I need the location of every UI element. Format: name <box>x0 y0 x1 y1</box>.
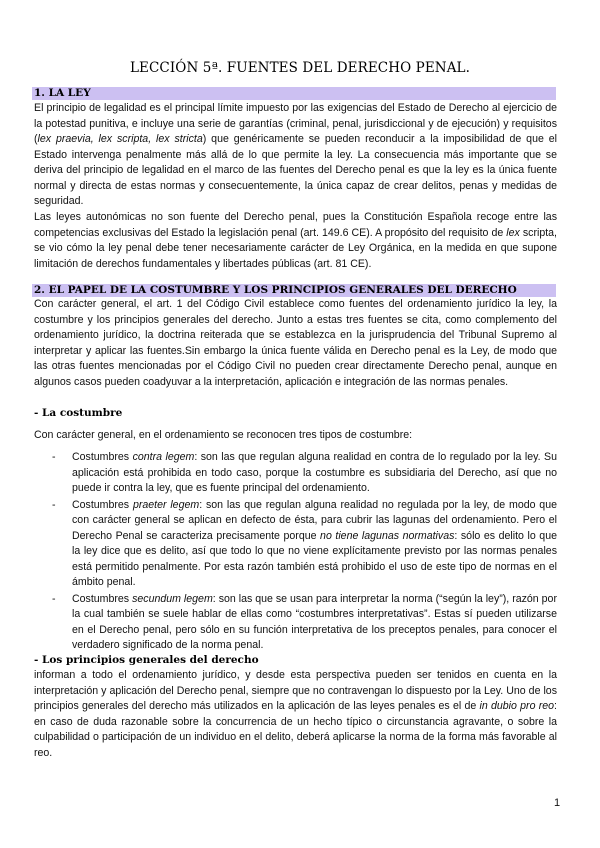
section-1-heading: 1. LA LEY <box>34 87 91 99</box>
costumbre-intro: Con carácter general, en el ordenamiento se reconocen tres tipos de costumbre: <box>34 429 413 441</box>
list-item: - Costumbres secundum legem: son las que se usan para interpretar la norma (“según la ley”), razón por la cual también se suele hablar de ellas como “costumbres interpretativas”. Estas sí pueden utilizarse en el Derecho penal, pero sólo en su función interpretativa de los preceptos penales, para conocer el verdadero significado de la norma penal. <box>52 592 557 651</box>
section-2-heading: 2. EL PAPEL DE LA COSTUMBRE Y LOS PRINCIPIOS GENERALES DEL DERECHO <box>34 284 517 296</box>
costumbre-list <box>34 450 557 654</box>
page-title: LECCIÓN 5ª. FUENTES DEL DERECHO PENAL. <box>129 60 471 76</box>
section-1-heading-bar <box>32 87 556 100</box>
section-2-paragraph-1: Con carácter general, el art. 1 del Código Civil establece como fuentes del ordenamiento jurídico la ley, la costumbre y los principios generales del derecho. Junto a estas tres fuentes se cita, como complemento del ordenamiento jurídico, la doctrina reiterada que se establezca en la jurisprudencia del Tribunal Supremo al interpretar y aplicar las fuentes.Sin embargo la única fuente válida en Derecho penal es la Ley, de modo que las otras fuentes mencionadas por el Código Civil no pueden crear directamente Derecho penal, aunque en algunos casos pueden coadyuvar a la interpretación, aplicación e integración de las normas penales. <box>34 298 557 388</box>
section-1-paragraph-2: Las leyes autonómicas no son fuente del Derecho penal, pues la Constitución Española recoge entre las competencias exclusivas del Estado la legislación penal (art. 149.6 CE). A propósito del requisito de lex scripta, se vio cómo la ley penal debe tener necesariamente carácter de Ley Orgánica, en la medida en que supone limitación de derechos fundamentales y libertades públicas (art. 81 CE). <box>34 211 557 270</box>
principios-paragraph: informan a todo el ordenamiento jurídico, y desde esta perspectiva pueden ser tenidos en cuenta en la interpretación y aplicación del Derecho penal, siempre que no contravengan lo dispuesto por la Ley. Uno de los principios generales del derecho más utilizados en la aplicación de las leyes penales es el de in dubio pro reo: en caso de duda razonable sobre la concurrencia de un hecho típico o circunstancia agravante, o sobre la culpabilidad o participación de un individuo en el delito, deberá aplicarse la norma de la forma más favorable al reo. <box>34 669 557 759</box>
costumbre-subheading: - La costumbre <box>34 407 123 419</box>
section-1-paragraph-1: El principio de legalidad es el principal límite impuesto por las exigencias del Estado de Derecho al ejercicio de la potestad punitiva, e incluye una serie de garantías (criminal, penal, jurisdiccional y de ejecución) y requisitos (lex praevia, lex scripta, lex stricta) que genéricamente se pueden reconducir a la imposibilidad de que el Estado intervenga penalmente más allá de lo que permite la ley. La consecuencia más importante que se deriva del principio de legalidad en el marco de las fuentes del Derecho penal es que la ley es la única fuente normal y directa de estas normas y consecuentemente, la única capaz de crear delitos, penas y medidas de seguridad. <box>34 102 557 207</box>
list-item: - Costumbres praeter legem: son las que regulan alguna realidad no regulada por la ley, de modo que con carácter general se aplican en defecto de ésta, para cubrir las lagunas del ordenamiento. Pero el Derecho Penal se caracteriza precisamente porque no tiene lagunas normativas: sólo es delito lo que la ley dice que es delito, así que todo lo que no viene explícitamente previsto por las normas penales está permitido penalmente. Por esta razón también está prohibido el uso de este tipo de normas en el ámbito penal. <box>52 498 557 588</box>
principios-subheading: - Los principios generales del derecho <box>34 654 259 666</box>
page-number: 1 <box>554 797 561 809</box>
list-item: - Costumbres contra legem: son las que regulan alguna realidad en contra de lo regulado por la ley. Su aplicación está prohibida en todo caso, porque la costumbre es subsidiaria del Derecho, así que no puede ir contra la ley, que es fuente principal del ordenamiento. <box>52 451 558 494</box>
